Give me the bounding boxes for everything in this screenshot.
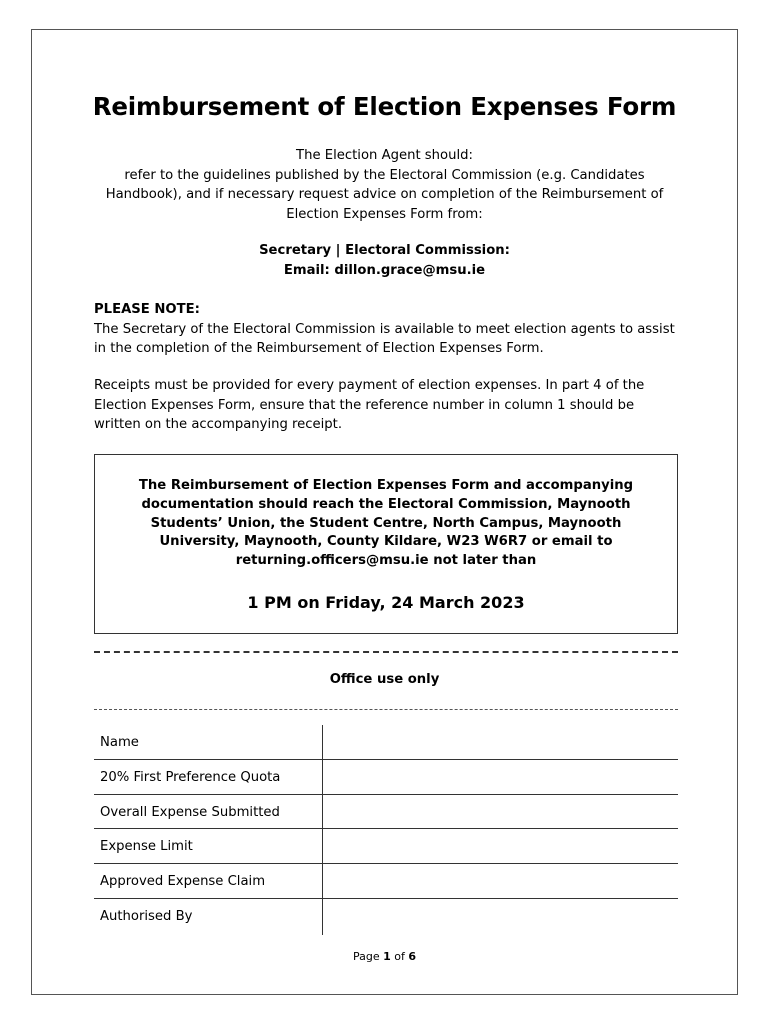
row-label-overall-expense: Overall Expense Submitted xyxy=(100,804,280,820)
intro-text xyxy=(90,146,679,224)
contact-block xyxy=(32,241,737,281)
please-note-text: The Secretary of the Electoral Commission is available to meet election agents to assist in the completion of the Reimbursement of Election Expenses Form. xyxy=(94,321,675,356)
document-page xyxy=(31,29,738,995)
please-note-heading: PLEASE NOTE: xyxy=(94,302,200,317)
office-use-table xyxy=(94,725,678,934)
dashed-divider-top xyxy=(94,651,678,653)
please-note-section xyxy=(94,300,675,359)
contact-role: Secretary | Electoral Commission: xyxy=(259,243,510,258)
table-row xyxy=(94,760,678,795)
contact-email: Email: dillon.grace@msu.ie xyxy=(283,263,486,278)
table-row xyxy=(94,829,678,864)
page-footer xyxy=(32,950,737,963)
table-row xyxy=(94,899,678,934)
table-row xyxy=(94,864,678,899)
table-column-divider xyxy=(322,725,323,935)
footer-current-page: 1 xyxy=(383,950,391,963)
intro-line-1: The Election Agent should: xyxy=(296,148,473,163)
row-label-approved-claim: Approved Expense Claim xyxy=(100,874,266,890)
submission-box xyxy=(94,454,678,634)
office-use-heading: Office use only xyxy=(329,672,440,687)
form-title: Reimbursement of Election Expenses Form xyxy=(92,92,677,121)
row-label-authorised-by: Authorised By xyxy=(100,908,193,924)
intro-line-2: refer to the guidelines published by the Electoral Commission (e.g. Candidates Handbook), and if necessary request advice on completion of the Reimbursement of Election Expenses Form from: xyxy=(105,167,664,222)
submission-text: The Reimbursement of Election Expenses Form and accompanying documentation should reach the Electoral Commission, Maynooth Students’ Union, the Student Centre, North Campus, Maynooth University, Maynooth, County Kildare, W23 W6R7 or email to returning.officers@msu.ie not later than xyxy=(138,478,634,569)
row-label-quota: 20% First Preference Quota xyxy=(100,769,281,785)
table-row xyxy=(94,725,678,760)
receipts-paragraph: Receipts must be provided for every payment of election expenses. In part 4 of the Election Expenses Form, ensure that the reference number in column 1 should be written on the accompanying receipt. xyxy=(94,378,645,432)
footer-total-pages: 6 xyxy=(408,950,417,963)
table-row xyxy=(94,795,678,830)
submission-deadline: 1 PM on Friday, 24 March 2023 xyxy=(247,593,525,612)
dashed-divider-bottom xyxy=(94,709,678,710)
footer-page-word: Page xyxy=(352,950,380,963)
footer-of-word: of xyxy=(394,950,405,963)
row-label-name: Name xyxy=(100,735,139,750)
row-label-expense-limit: Expense Limit xyxy=(100,839,193,855)
